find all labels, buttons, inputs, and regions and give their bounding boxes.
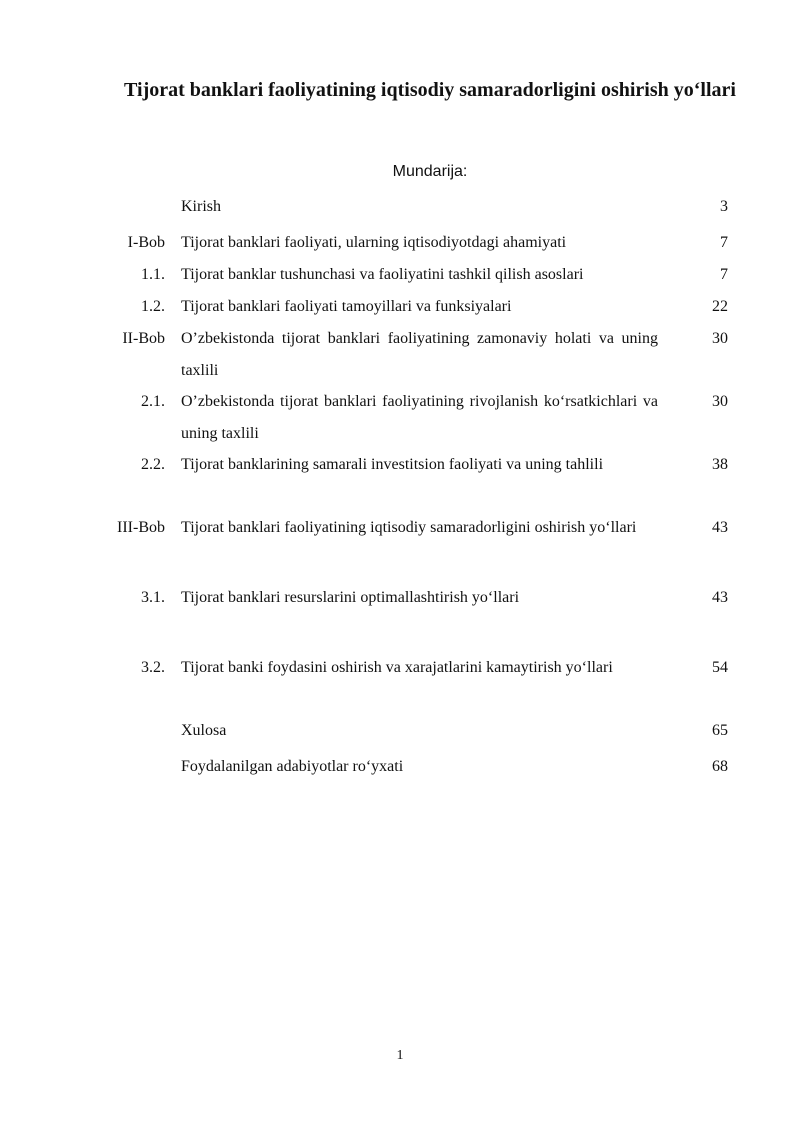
toc-entry-title: Tijorat banki foydasini oshirish va xarajatlarini kamaytirish yo‘llari bbox=[181, 659, 613, 676]
toc-entry-title: Xulosa bbox=[181, 722, 227, 739]
toc-entry-page: 38 bbox=[712, 456, 728, 473]
toc-entry-title: Tijorat banklari faoliyatining iqtisodiy samaradorligini oshirish yo‘llari bbox=[181, 519, 637, 536]
toc-entry-number: 2.2. bbox=[141, 456, 165, 473]
toc-entry-title: Tijorat banklari faoliyati tamoyillari va funksiyalari bbox=[181, 298, 512, 315]
toc-entry-title: O’zbekistonda tijorat banklari faoliyatining rivojlanish ko‘rsatkichlari va uning taxlili bbox=[181, 393, 658, 442]
toc-entry-title: Tijorat banklari resurslarini optimallashtirish yo‘llari bbox=[181, 589, 520, 606]
toc-entry-page: 30 bbox=[712, 330, 728, 347]
toc-entry-page: 22 bbox=[712, 298, 728, 315]
toc-entry-number: 3.1. bbox=[141, 589, 165, 606]
toc-entry-title: Tijorat banklari faoliyati, ularning iqtisodiyotdagi ahamiyati bbox=[181, 234, 567, 251]
document-title: Tijorat banklari faoliyatining iqtisodiy samaradorligini oshirish yo‘llari bbox=[124, 79, 736, 101]
toc-entry-page: 7 bbox=[720, 266, 728, 283]
page-number: 1 bbox=[396, 1048, 404, 1063]
toc-entry-page: 43 bbox=[712, 589, 728, 606]
toc-entry-number: 1.2. bbox=[141, 298, 165, 315]
toc-entry-title: O’zbekistonda tijorat banklari faoliyatining zamonaviy holati va uning taxlili bbox=[181, 330, 658, 379]
toc-entry-number: II-Bob bbox=[122, 330, 165, 347]
toc-entry-title: Kirish bbox=[181, 198, 221, 215]
toc-entry-page: 7 bbox=[720, 234, 728, 251]
toc-entry-number: 1.1. bbox=[141, 266, 165, 283]
toc-entry-title: Tijorat banklarining samarali investitsion faoliyati va uning tahlili bbox=[181, 456, 604, 473]
toc-entry-title: Tijorat banklar tushunchasi va faoliyatini tashkil qilish asoslari bbox=[181, 266, 584, 283]
toc-entry-page: 65 bbox=[712, 722, 728, 739]
toc-entry-page: 30 bbox=[712, 393, 728, 410]
toc-entry-number: 3.2. bbox=[141, 659, 165, 676]
toc-entry-number: I-Bob bbox=[127, 234, 165, 251]
toc-entry-page: 68 bbox=[712, 758, 728, 775]
toc-entry-title: Foydalanilgan adabiyotlar ro‘yxati bbox=[181, 758, 404, 775]
toc-entry-page: 54 bbox=[712, 659, 728, 676]
toc-entry-page: 3 bbox=[720, 198, 728, 215]
toc-entry-page: 43 bbox=[712, 519, 728, 536]
toc-entry-number: 2.1. bbox=[141, 393, 165, 410]
toc-entry-number: III-Bob bbox=[117, 519, 165, 536]
contents-heading: Mundarija: bbox=[392, 163, 468, 180]
